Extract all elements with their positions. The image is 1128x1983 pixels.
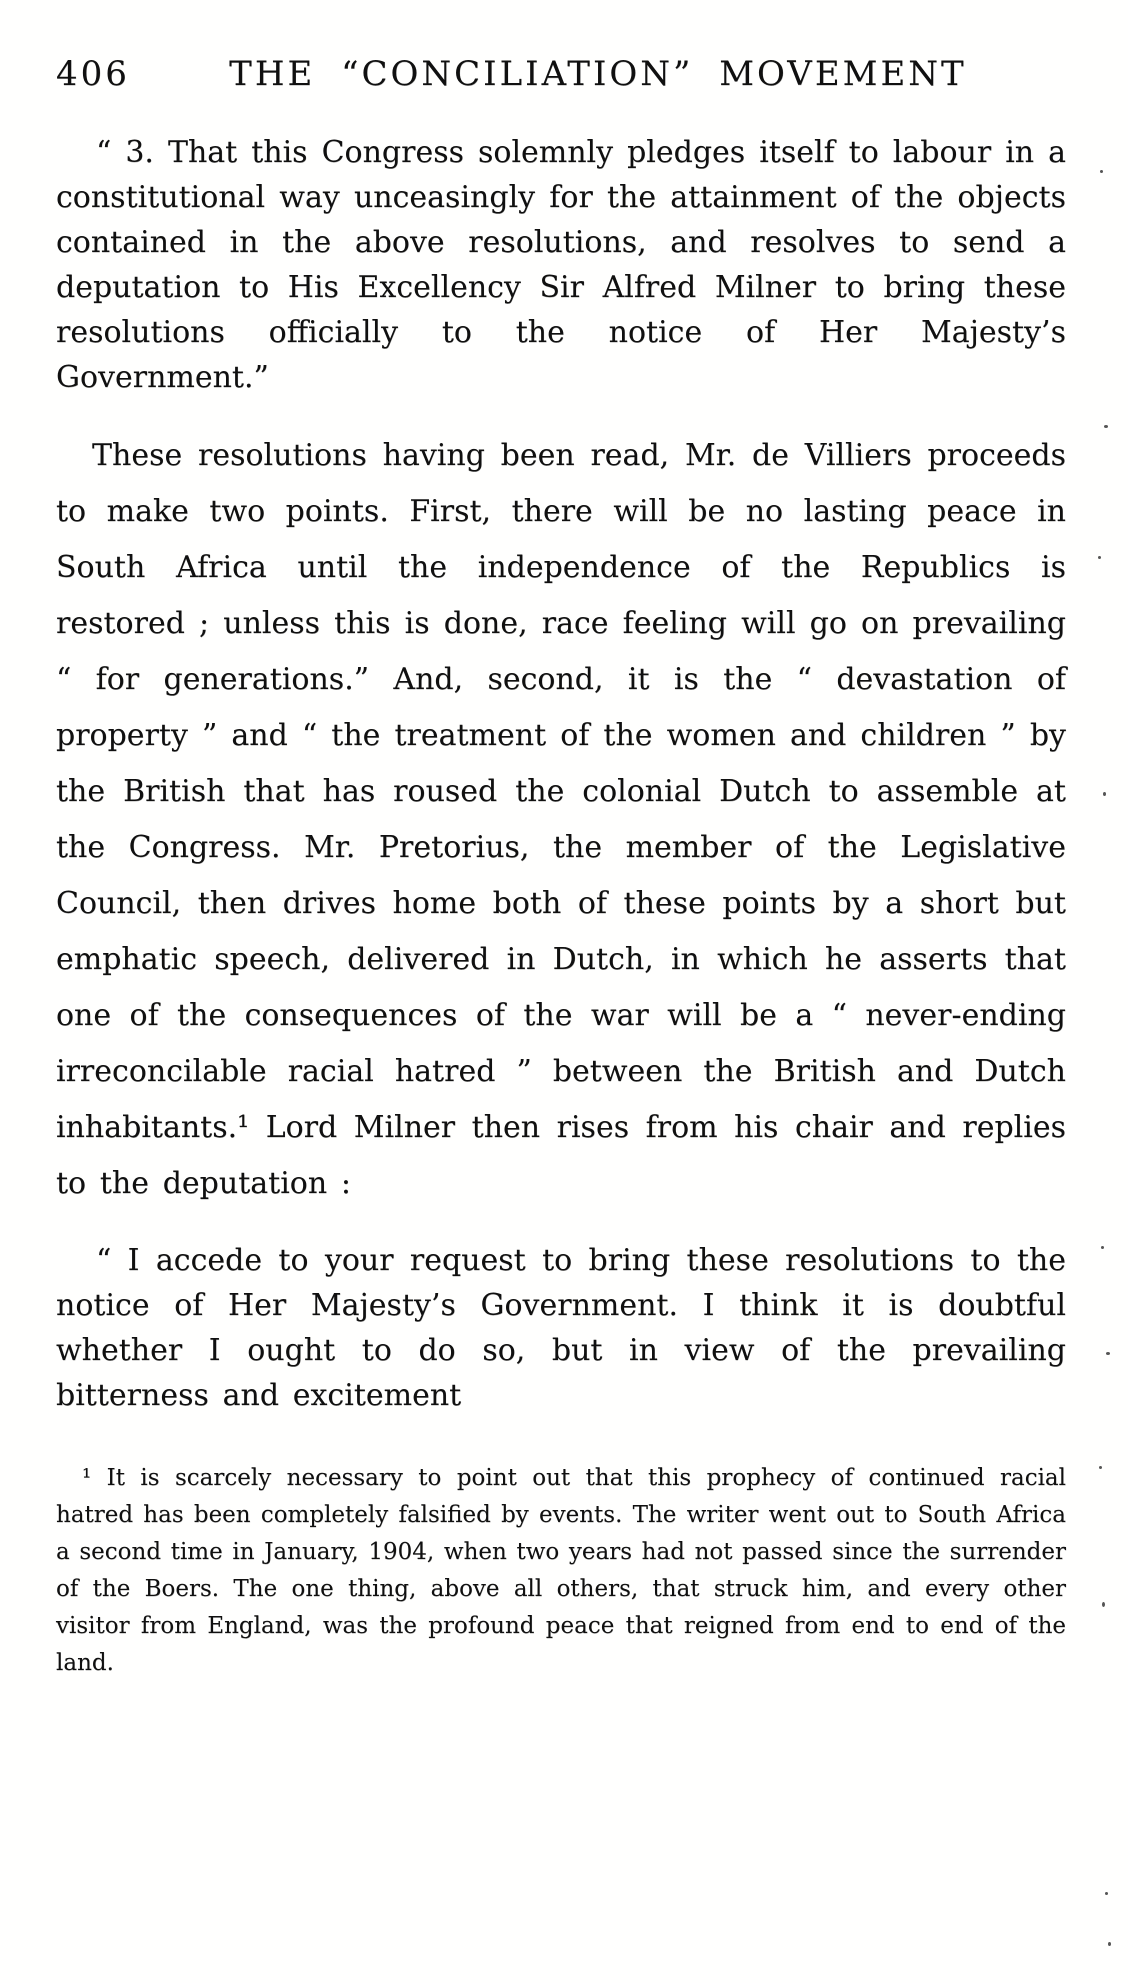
- scan-speck: [1100, 170, 1103, 173]
- footnote-text: ¹ It is scarcely necessary to point out that this prophecy of continued racial hatred has been completely falsified by events. The writer went out to South Africa a second time in January, 1904, when two years had not passed since the surrender of the Boers. The one thing, above all others, that struck him, and every other visitor from England, was the profound peace that reigned from end to end of the land.: [56, 1465, 1066, 1676]
- paragraph-resolution-quote: “ 3. That this Congress solemnly pledges itself to labour in a constitutional way unceasingly for the attainment of the objects contained in the above resolutions, and resolves to send a deputation to His Excellency Sir Alfred Milner to bring these resolutions officially to the notice of Her Majesty’s Government.”: [56, 135, 1066, 395]
- scan-speck: [1098, 556, 1101, 559]
- page-header: [56, 54, 1066, 94]
- paragraph-milner-reply-quote: “ I accede to your request to bring these resolutions to the notice of Her Majesty’s Government. I think it is doubtful whether I ought to do so, but in view of the prevailing bitterness and excitement: [56, 1243, 1066, 1413]
- scan-speck: [1103, 792, 1106, 796]
- scan-speck: [1105, 1892, 1108, 1895]
- running-title: THE “CONCILIATION” MOVEMENT: [229, 54, 967, 94]
- scan-speck: [1102, 1602, 1105, 1607]
- paragraph-narrative: These resolutions having been read, Mr. de Villiers proceeds to make two points. First, there will be no lasting peace in South Africa until the independence of the Republics is restored ; unless this is done, race feeling will go on prevailing “ for generations.” And, second, it is the “ devastation of property ” and “ the treatment of the women and children ” by the British that has roused the colonial Dutch to assemble at the Congress. Mr. Pretorius, the member of the Legislative Council, then drives home both of these points by a short but emphatic speech, delivered in Dutch, in which he asserts that one of the consequences of the war will be a “ never-ending irreconcilable racial hatred ” between the British and Dutch inhabitants.¹ Lord Milner then rises from his chair and replies to the deputation :: [56, 438, 1066, 1201]
- scan-speck: [1108, 1942, 1111, 1946]
- scan-speck: [1106, 1352, 1110, 1355]
- scan-speck: [1099, 1466, 1102, 1469]
- scan-speck: [1101, 1246, 1104, 1249]
- page-body: [56, 130, 1066, 1682]
- scan-speck: [1104, 425, 1108, 428]
- page-number: 406: [56, 54, 130, 94]
- footnote: [56, 1460, 1066, 1682]
